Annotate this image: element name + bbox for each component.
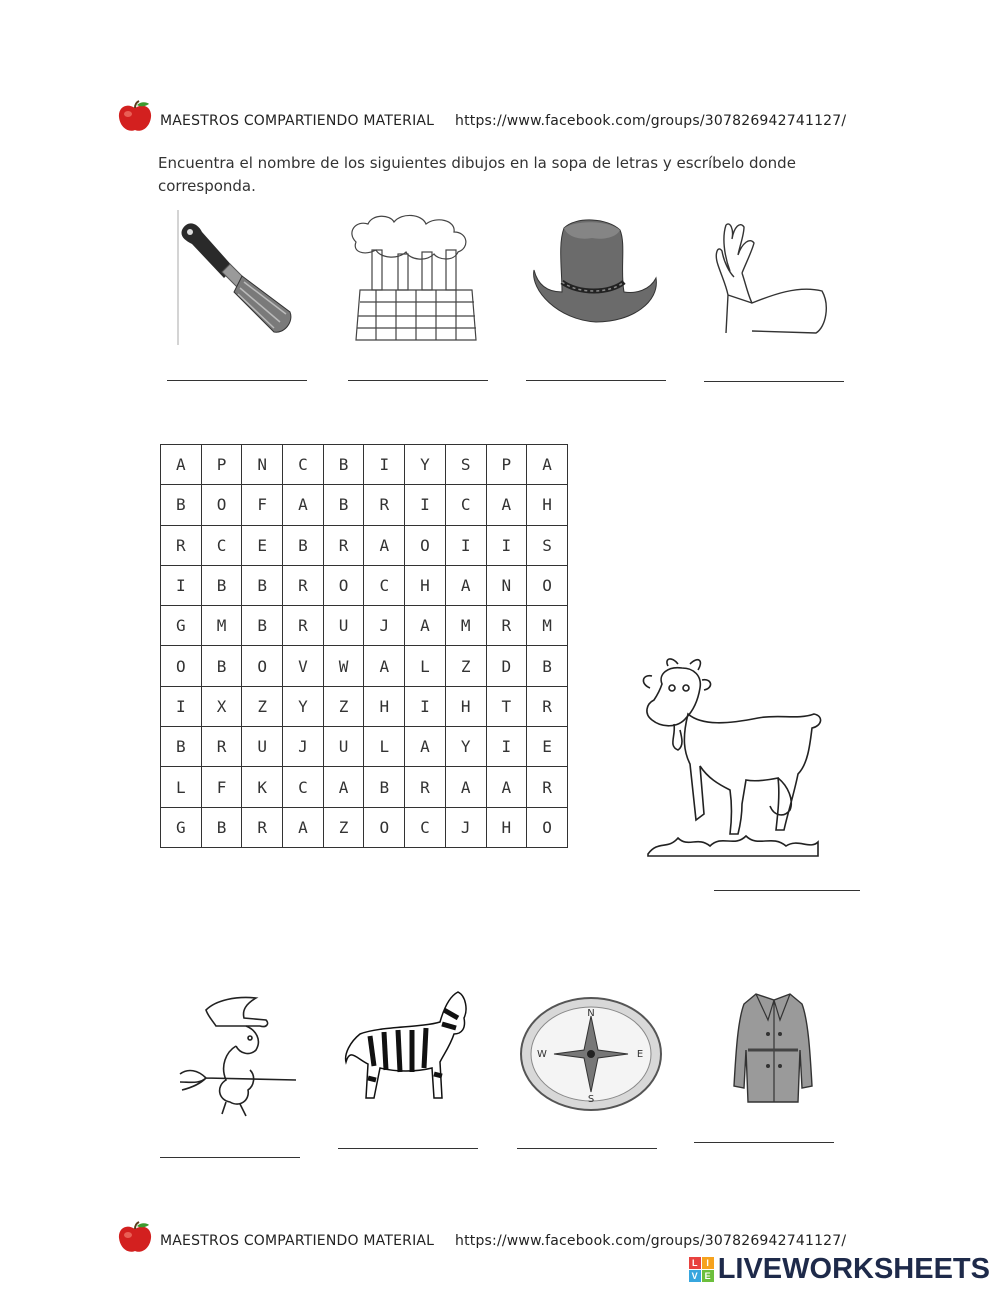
svg-text:S: S [587,1094,595,1105]
answer-blank-7[interactable] [338,1148,478,1149]
grid-cell[interactable]: C [445,485,486,525]
grid-cell[interactable]: R [486,606,527,646]
grid-cell[interactable]: P [486,445,527,485]
grid-row [161,445,568,485]
answer-blank-9[interactable] [694,1142,834,1143]
grid-cell[interactable]: I [445,525,486,565]
svg-text:W: W [537,1049,547,1060]
grid-cell[interactable]: H [405,565,446,605]
grid-cell[interactable]: R [201,727,242,767]
grid-row [161,807,568,847]
apple-logo-icon-footer [116,1221,154,1255]
liveworksheets-logo-icon: L I V E [689,1257,714,1282]
grid-cell[interactable]: A [486,767,527,807]
hat-picture [528,210,662,340]
answer-blank-1[interactable] [167,380,307,381]
grid-cell[interactable]: B [161,727,202,767]
grid-cell[interactable]: B [242,565,283,605]
zebra-picture [340,988,475,1108]
grid-cell[interactable]: R [527,767,568,807]
grid-cell[interactable]: O [201,485,242,525]
witch-picture [176,990,306,1120]
grid-cell[interactable]: O [364,807,405,847]
grid-cell[interactable]: I [486,525,527,565]
grid-cell[interactable]: C [201,525,242,565]
grid-cell[interactable]: Y [283,686,324,726]
grid-row [161,686,568,726]
grid-cell[interactable]: J [445,807,486,847]
answer-blank-6[interactable] [160,1157,300,1158]
grid-cell[interactable]: R [323,525,364,565]
grid-cell[interactable]: L [161,767,202,807]
grid-cell[interactable]: C [405,807,446,847]
grid-cell[interactable]: B [242,606,283,646]
answer-blank-2[interactable] [348,380,488,381]
grid-cell[interactable]: H [364,686,405,726]
grid-cell[interactable]: B [527,646,568,686]
grid-cell[interactable]: I [405,485,446,525]
grid-cell[interactable]: I [161,686,202,726]
grid-cell[interactable]: V [283,646,324,686]
grid-row [161,767,568,807]
grid-cell[interactable]: A [445,565,486,605]
grid-cell[interactable]: P [201,445,242,485]
grid-cell[interactable]: M [445,606,486,646]
paintbrush-picture [172,210,307,345]
grid-cell[interactable]: A [364,525,405,565]
grid-cell[interactable]: E [242,525,283,565]
grid-cell[interactable]: R [283,565,324,605]
factory-picture [346,212,486,344]
grid-row [161,606,568,646]
arm-picture [712,215,832,340]
grid-cell[interactable]: B [283,525,324,565]
grid-cell[interactable]: S [445,445,486,485]
answer-blank-5[interactable] [714,890,860,891]
grid-cell[interactable]: N [486,565,527,605]
grid-cell[interactable]: C [283,767,324,807]
grid-cell[interactable]: J [283,727,324,767]
grid-row [161,646,568,686]
liveworksheets-logo[interactable] [689,1253,990,1286]
grid-cell[interactable]: I [486,727,527,767]
grid-cell[interactable]: I [161,565,202,605]
grid-cell[interactable]: L [364,727,405,767]
grid-cell[interactable]: R [405,767,446,807]
answer-blank-3[interactable] [526,380,666,381]
grid-cell[interactable]: M [201,606,242,646]
grid-cell[interactable]: T [486,686,527,726]
instructions: Encuentra el nombre de los siguientes dibujos en la sopa de letras y escríbelo donde corresponda. [158,154,796,195]
grid-cell[interactable]: B [323,485,364,525]
svg-text:E: E [636,1049,644,1060]
grid-cell[interactable]: E [527,727,568,767]
grid-cell[interactable]: G [161,807,202,847]
grid-cell[interactable]: A [283,485,324,525]
goat-picture [638,654,828,860]
answer-blank-4[interactable] [704,381,844,382]
grid-cell[interactable]: O [242,646,283,686]
footer-url[interactable]: https://www.facebook.com/groups/307826942741127/ [455,1233,847,1249]
header-url[interactable]: https://www.facebook.com/groups/307826942741127/ [455,113,847,129]
grid-cell[interactable]: O [323,565,364,605]
header-title: MAESTROS COMPARTIENDO MATERIAL [160,113,435,129]
coat-picture [728,990,818,1106]
grid-cell[interactable]: B [161,485,202,525]
compass-picture [518,994,664,1114]
grid-cell[interactable]: I [405,686,446,726]
grid-row [161,565,568,605]
grid-cell[interactable]: R [527,686,568,726]
grid-cell[interactable]: N [242,445,283,485]
grid-cell[interactable]: A [405,606,446,646]
grid-cell[interactable]: M [527,606,568,646]
grid-cell[interactable]: R [161,525,202,565]
grid-cell[interactable]: A [527,445,568,485]
grid-cell[interactable]: O [405,525,446,565]
grid-cell[interactable]: C [283,445,324,485]
answer-blank-8[interactable] [517,1148,657,1149]
grid-cell[interactable]: G [161,606,202,646]
grid-row [161,525,568,565]
grid-cell[interactable]: A [364,646,405,686]
grid-cell[interactable]: Z [323,807,364,847]
grid-cell[interactable]: W [323,646,364,686]
grid-cell[interactable]: A [283,807,324,847]
apple-logo-icon [116,100,154,134]
grid-cell[interactable]: L [405,646,446,686]
grid-cell[interactable]: D [486,646,527,686]
grid-cell[interactable]: S [527,525,568,565]
grid-cell[interactable]: U [323,727,364,767]
grid-cell[interactable]: Z [445,646,486,686]
grid-cell[interactable]: K [242,767,283,807]
grid-cell[interactable]: A [405,727,446,767]
grid-cell[interactable]: U [323,606,364,646]
grid-cell[interactable]: R [283,606,324,646]
grid-cell[interactable]: H [445,686,486,726]
word-search-grid [160,444,568,848]
liveworksheets-wordmark: LIVEWORKSHEETS [717,1253,990,1285]
grid-cell[interactable]: R [242,807,283,847]
grid-cell[interactable]: O [527,565,568,605]
grid-cell[interactable]: C [364,565,405,605]
grid-cell[interactable]: I [364,445,405,485]
grid-cell[interactable]: F [201,767,242,807]
grid-cell[interactable]: X [201,686,242,726]
grid-cell[interactable]: Z [242,686,283,726]
grid-cell[interactable]: B [323,445,364,485]
grid-cell[interactable]: A [445,767,486,807]
grid-row [161,727,568,767]
grid-cell[interactable]: B [201,807,242,847]
grid-cell[interactable]: Y [445,727,486,767]
grid-cell[interactable]: Y [405,445,446,485]
grid-cell[interactable]: Z [323,686,364,726]
grid-cell[interactable]: B [201,646,242,686]
grid-cell[interactable]: A [161,445,202,485]
grid-cell[interactable]: H [486,807,527,847]
grid-row [161,485,568,525]
grid-cell[interactable]: A [486,485,527,525]
footer-title: MAESTROS COMPARTIENDO MATERIAL [160,1233,435,1249]
grid-cell[interactable]: O [527,807,568,847]
grid-cell[interactable]: F [242,485,283,525]
grid-cell[interactable]: U [242,727,283,767]
grid-cell[interactable]: H [527,485,568,525]
grid-cell[interactable]: J [364,606,405,646]
grid-cell[interactable]: B [201,565,242,605]
grid-cell[interactable]: R [364,485,405,525]
svg-text:N: N [587,1008,595,1019]
grid-cell[interactable]: A [323,767,364,807]
grid-cell[interactable]: O [161,646,202,686]
grid-cell[interactable]: B [364,767,405,807]
